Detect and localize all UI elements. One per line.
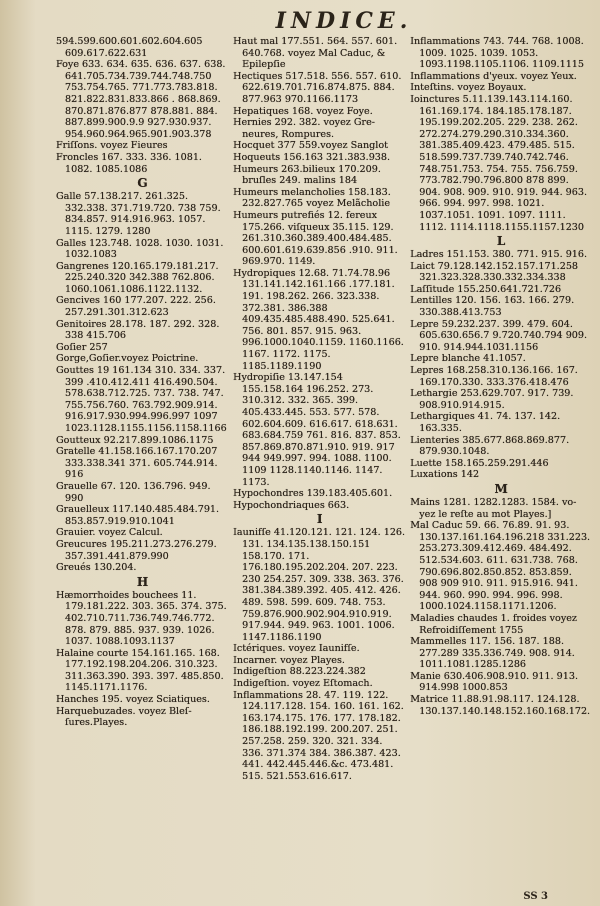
index-entry: Gouttes 19 161.134 310. 334. 337. 399 .410.412.411 416.490.504. 578.638.712.725. 737. 738. 747. 755.756.760. 763.792.909.914. 916.917.930.994.996.997 1097 1023.1128.1155.1156.1158.1166 — [56, 365, 227, 434]
index-entry: Hypochondriaques 663. — [233, 499, 350, 511]
index-entry: Foye 633. 634. 635. 636. 637. 638. 641.705.734.739.744.748.750 753.754.765. 771.773.783.818. 821.822.831.833.866 . 868.869. 870.871.876.877 878.881. 884. 887.899.900.9.9 927.930.937. 954.960.964.965.901.903.378 — [56, 59, 226, 140]
index-entry: Inflammations d'yeux. voyez Yeux. — [410, 70, 577, 82]
section-letter: I — [316, 512, 323, 527]
index-entry: Goſier 257 — [56, 341, 108, 353]
index-entry: Iaunifſe 41.120.121. 121. 124. 126. 131. 134.135.138.150.151 158.170. 171. 176.180.195.202.204. 207. 223. 230 254.257. 309. 338. 363. 376. 381.384.389.392. 405. 412. 426. 489. 598. 599. 609. 748. 753. 759.876.900.902.904.910.919. 917.944. 949. 963. 1001. 1006. 1147.1186.1190 — [233, 527, 406, 643]
index-entry: Harquebuzades. voyez Bleſ- ſures.Playes. — [56, 705, 192, 729]
index-columns — [56, 36, 592, 892]
index-column-3 — [410, 36, 592, 892]
index-entry: Grauelleux 117.140.485.484.791. 853.857.919.910.1041 — [56, 504, 220, 527]
index-entry: Haut mal 177.551. 564. 557. 601. 640.768. voyez Mal Caduc, & Epilepſie — [233, 36, 398, 71]
index-entry: Mammelles 117. 156. 187. 188. 277.289 335.336.749. 908. 914. 1011.1081.1285.1286 — [410, 636, 575, 671]
index-entry: Hernies 292. 382. voyez Gre- neures, Rompures. — [233, 117, 376, 140]
index-entry: Friſſons. voyez Fieures — [56, 140, 168, 152]
index-entry: Ladres 151.153. 380. 771. 915. 916. — [410, 249, 588, 261]
index-entry: Gorge,Goſier.voyez Poictrine. — [56, 353, 199, 365]
index-entry: Indigeſtion 88.223.224.382 — [233, 666, 366, 678]
index-entry: Grauier. voyez Calcul. — [56, 527, 163, 539]
index-entry: Greucures 195.211.273.276.279. 357.391.441.879.990 — [56, 538, 217, 562]
index-entry: Laſſitude 155.250.641.721.726 — [410, 283, 562, 295]
index-entry: Incarner. voyez Playes. — [233, 654, 345, 666]
section-letter: H — [136, 574, 149, 589]
section-letter: M — [494, 481, 508, 496]
index-entry: Hectiques 517.518. 556. 557. 610. 622.619.701.716.874.875. 884. 877.963 970.1166.1173 — [233, 70, 402, 105]
index-entry: Gangrenes 120.165.179.181.217. 225.240.320 342.388 762.806. 1060.1061.1086.1122.1132. — [56, 260, 219, 295]
signature-mark: SS 3 — [523, 891, 548, 902]
index-entry: Hypochondres 139.183.405.601. — [233, 488, 393, 500]
index-entry: Goutteux 92.217.899.1086.1175 — [56, 434, 214, 446]
index-entry: Hepatiques 168. voyez Foye. — [233, 105, 373, 117]
index-entry: Humeurs 263.bilieux 170.209. bruſles 249. malins 184 — [233, 163, 381, 187]
index-entry: Matrice 11.88.91.98.117. 124.128. 130.137.140.148.152.160.168.172. — [410, 694, 591, 717]
page-title: INDICE. — [275, 8, 413, 34]
index-column-2 — [233, 36, 406, 892]
index-entry: Maladies chaudes 1. froides voyez Refroidiſſement 1755 — [410, 612, 577, 636]
section-letter: L — [496, 234, 506, 249]
index-entry: Humeurs melancholies 158.183. 232.827.765 voyez Melãcholie — [233, 186, 391, 210]
index-entry: Inteſtins. voyez Boyaux. — [410, 82, 527, 94]
index-entry: Mains 1281. 1282.1283. 1584. vo- yez le reſte au mot Playes.] — [410, 496, 577, 520]
index-entry: Lepre 59.232.237. 399. 479. 604. 605.630.656.7 9.720.740.794 909. 910. 914.944.1031.1156 — [410, 318, 588, 353]
index-entry: Gratelle 41.158.166.167.170.207 333.338.341 371. 605.744.914. 916 — [56, 446, 218, 481]
index-entry: Ioinctures 5.11.139.143.114.160. 161.169.174. 184.185.178.187. 195.199.202.205. 229. 238. 262. 272.274.279.290.310.334.360. 381.385.409.423. 479.485. 515. 518.599.737.739.740.742.746. 748.751.753. 754. 755. 756.759. 773.782.790.796.800 878 899. 904. 908. 909. 910. 919. 944. 963. 966. 994. 997. 998. 1021. 1037.1051. 1091. 1097. 1111. 1112. 1114.1118.1155.1157.1230 — [410, 93, 588, 233]
index-entry: Ictériques. voyez Iaunifſe. — [233, 643, 360, 655]
index-entry: Genitoires 28.178. 187. 292. 328. 338 415.706 — [56, 318, 220, 342]
index-entry: Inflammations 28. 47. 119. 122. 124.117.128. 154. 160. 161. 162. 163.174.175. 176. 177. 178.182. 186.188.192.199. 200.207. 251. 257.258. 259. 320. 321. 334. 336. 371.374 384. 386.387. 423. 441. 442.445.446.&c. 473.481. 515. 521.553.616.617. — [233, 689, 404, 782]
index-entry: Galles 123.748. 1028. 1030. 1031. 1032.1083 — [56, 237, 224, 261]
index-entry: Laict 79.128.142.152.157.171.258 321.323.328.330.332.334.338 — [410, 260, 579, 284]
index-entry: Indigeſtion. voyez Eſtomach. — [233, 678, 373, 690]
index-entry: Halaine courte 154.161.165. 168. 177.192.198.204.206. 310.323. 311.363.390. 393. 397. 485.850. 1145.1171.1176. — [56, 647, 224, 694]
index-entry: Grauelle 67. 120. 136.796. 949. 990 — [56, 480, 211, 504]
index-entry: 594.599.600.601.602.604.605 609.617.622.631 — [56, 36, 203, 59]
index-entry: Greués 130.204. — [56, 562, 137, 574]
index-entry: Hanches 195. voyez Sciatiques. — [56, 694, 210, 706]
index-entry: Lethargie 253.629.707. 917. 739. 908.910.914.915. — [410, 388, 574, 411]
index-entry: Manie 630.406.908.910. 911. 913. 914.998 1000.853 — [410, 670, 579, 694]
index-entry: Lepre blanche 41.1057. — [410, 353, 526, 365]
index-entry: Lentilles 120. 156. 163. 166. 279. 330.388.413.753 — [410, 295, 575, 319]
index-entry: Hydropiques 12.68. 71.74.78.96 131.141.142.161.166 .177.181. 191. 198.262. 266. 323.338. 372.381. 386.388 409.435.485.488.490. 525.641. 756. 801. 857. 915. 963. 996.1000.1040.1159. 1160.1166. 1167. 1172. 1175. 1185.1189.1190 — [233, 267, 404, 372]
index-entry: Lethargiques 41. 74. 137. 142. 163.335. — [410, 411, 561, 434]
index-entry: Hoqueuts 156.163 321.383.938. — [233, 151, 391, 163]
index-entry: Lienteries 385.677.868.869.877. 879.930.1048. — [410, 434, 570, 458]
index-entry: Inflammations 743. 744. 768. 1008. 1009. 1025. 1039. 1053. 1093.1198.1105.1106. 1109.1115 — [410, 36, 585, 71]
index-entry: Luxations 142 — [410, 469, 480, 481]
index-entry: Hydropiſie 13.147.154 155.158.164 196.252. 273. 310.312. 332. 365. 399. 405.433.445. 553. 577. 578. 602.604.609. 616.617. 618.631. 683.684.759 761. 816. 837. 853. 857.869.870.871.910. 919. 917 944 949.997. 994. 1088. 1100. 1109 1128.1140.1146. 1147. 1173. — [233, 372, 401, 488]
section-letter: G — [137, 176, 148, 191]
index-entry: Mal Caduc 59. 66. 76.89. 91. 93. 130.137.161.164.196.218 331.223. 253.273.309.412.469. 484.492. 512.534.603. 611. 631.738. 768. 790.696.802.850.852. 853.859. 908 909 910. 911. 915.916. 941. 944. 960. 990. 994. 996. 998. 1000.1024.1158.1171.1206. — [410, 520, 591, 613]
index-entry: Galle 57.138.217. 261.325. 332.338. 371.719.720. 738 759. 834.857. 914.916.963. 1057. 1115. 1279. 1280 — [56, 191, 221, 237]
index-entry: Hæmorrhoides bouchees 11. 179.181.222. 303. 365. 374. 375. 402.710.711.736.749.746.772. 878. 879. 885. 937. 939. 1026. 1037. 1088.1093.1137 — [56, 589, 227, 648]
index-entry: Gencives 160 177.207. 222. 256. 257.291.301.312.623 — [56, 295, 216, 319]
index-entry: Lepres 168.258.310.136.166. 167. 169.170.330. 333.376.418.476 — [410, 365, 578, 388]
index-column-1 — [56, 36, 229, 892]
index-entry: Froncles 167. 333. 336. 1081. 1082. 1085.1086 — [56, 151, 202, 175]
index-entry: Humeurs putrefiés 12. fereux 175.266. viſqueux 35.115. 129. 261.310.360.389.400.484.485. 600.601.619.639.856 .910. 911. 969.970. 1149. — [233, 209, 398, 268]
index-entry: Hocquet 377 559.voyez Sanglot — [233, 140, 388, 152]
index-entry: Luette 158.165.259.291.446 — [410, 457, 549, 469]
